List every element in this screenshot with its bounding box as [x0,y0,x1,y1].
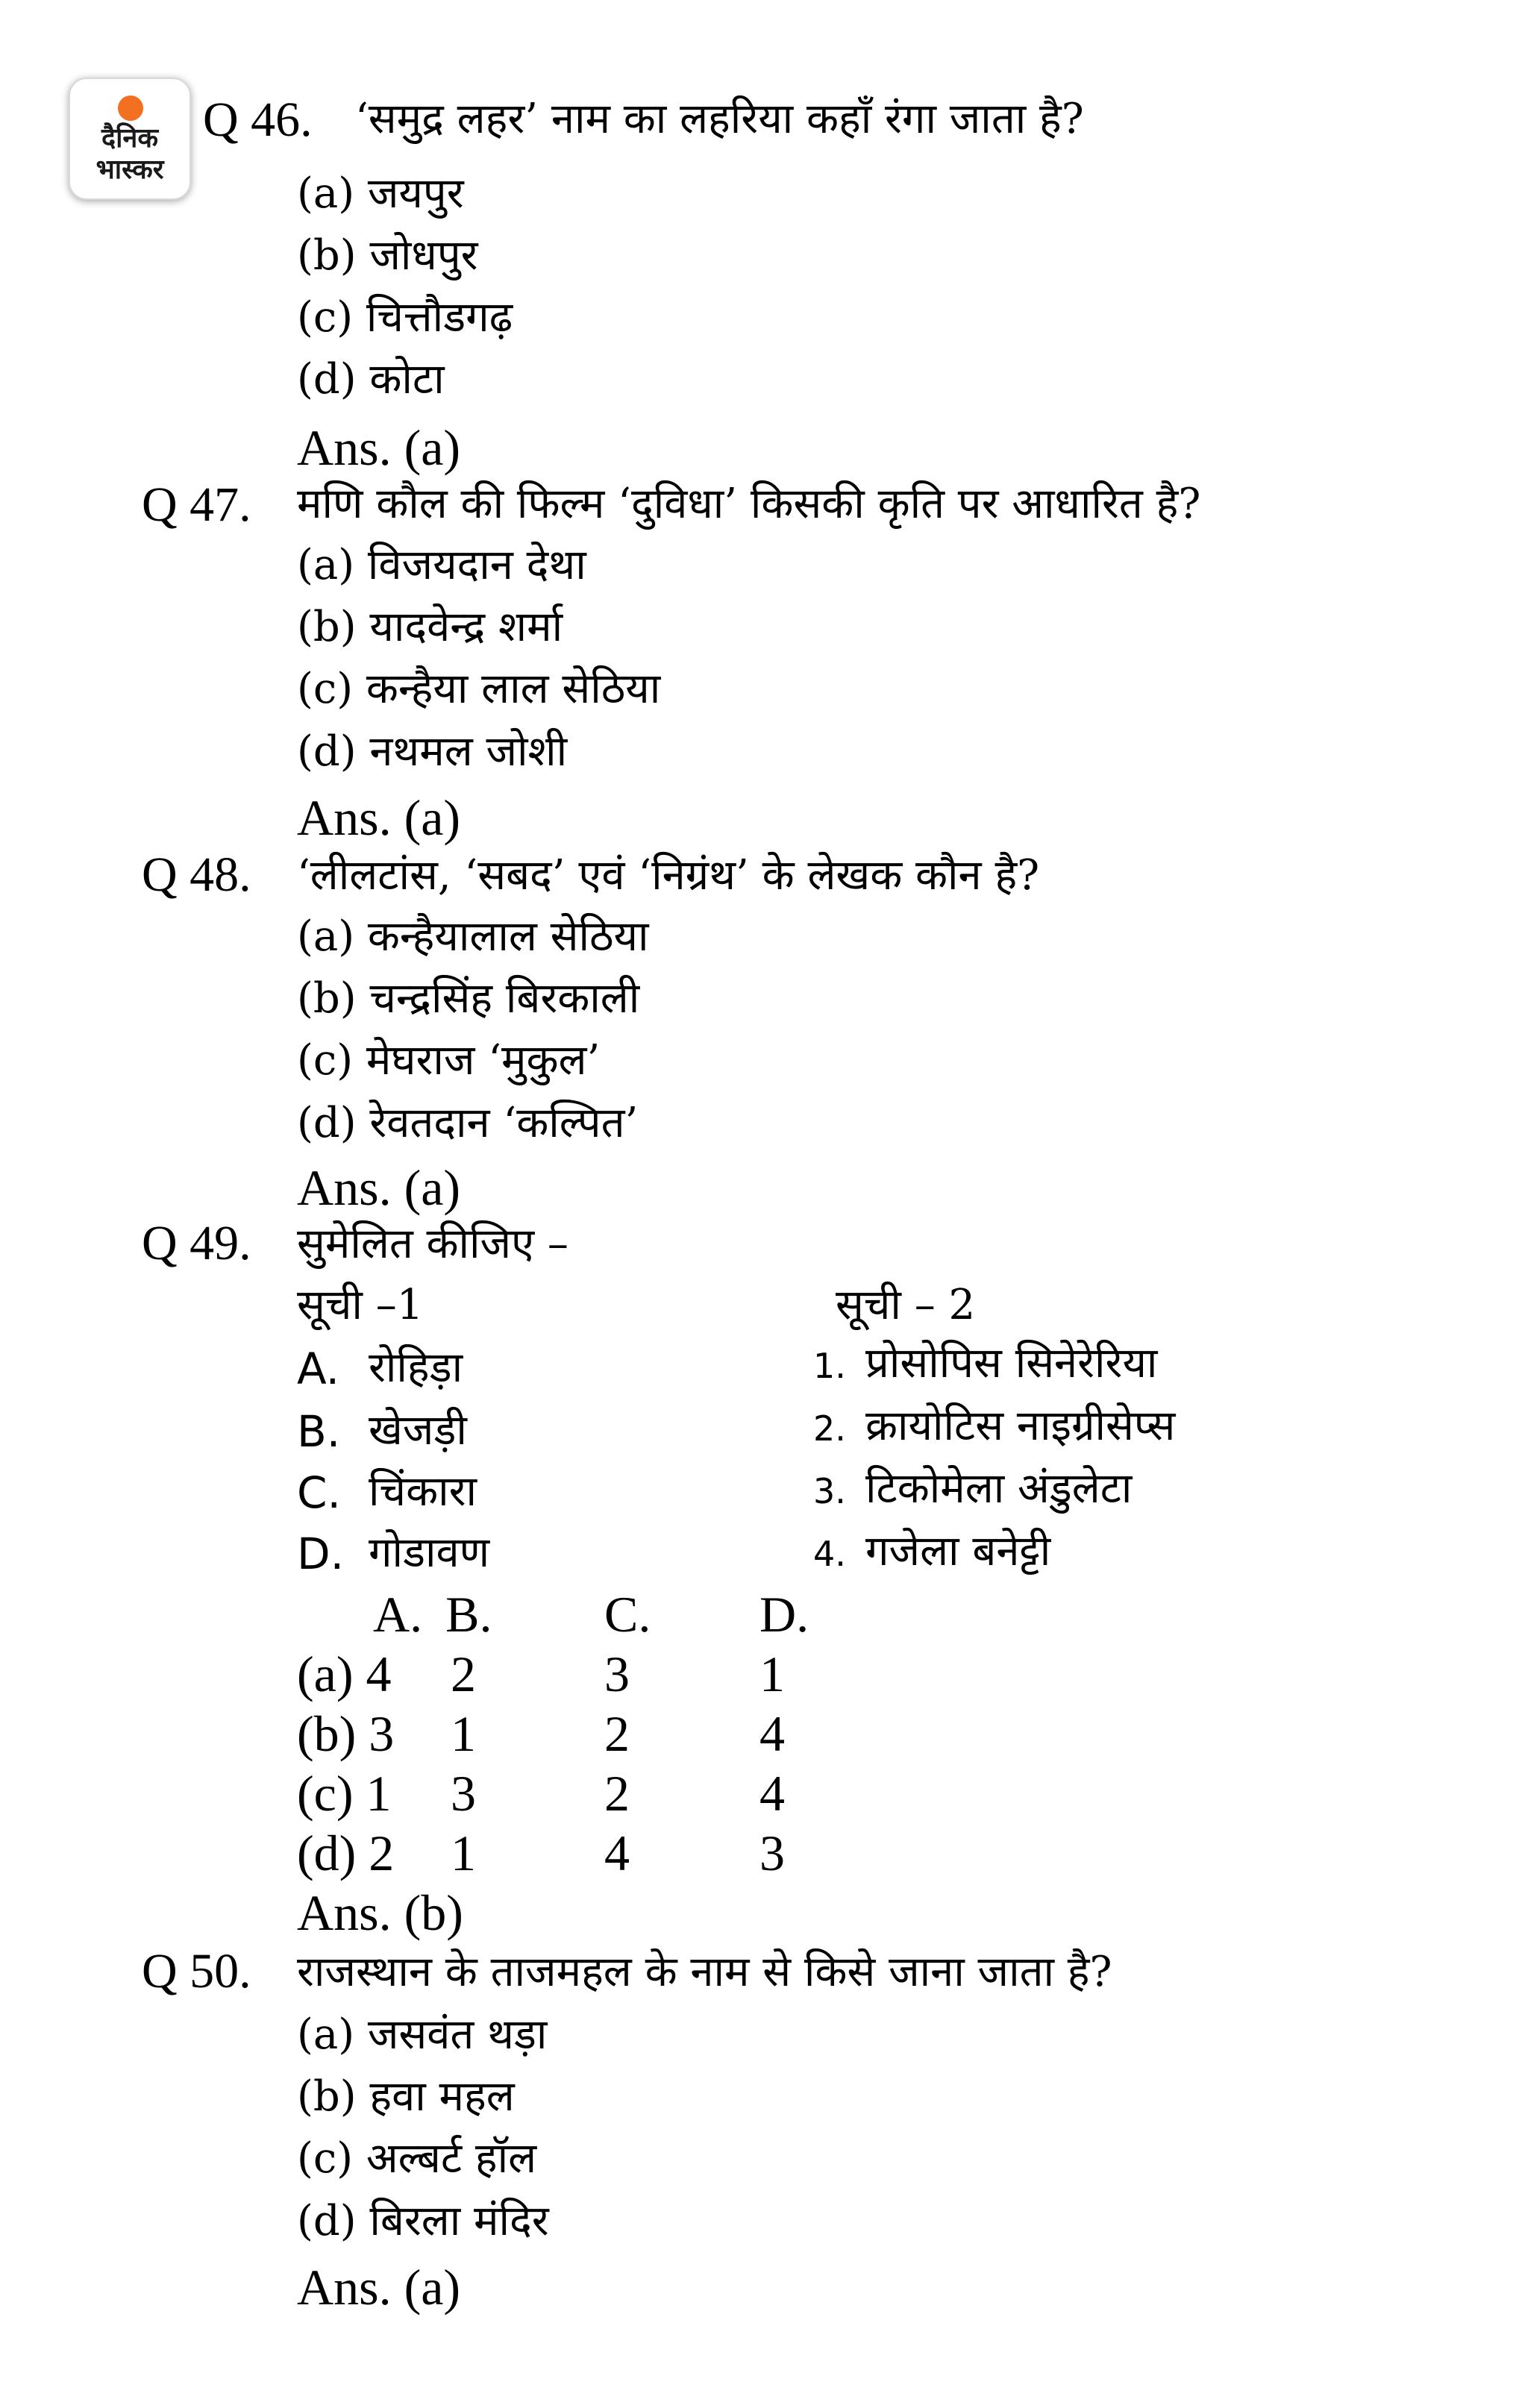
grid-row-d-c: 4 [604,1825,630,1881]
answer-46: Ans. (a) [297,419,461,476]
grid-row-a-label: (a) 4 [297,1646,392,1702]
list2-key-2: 2. [813,1408,846,1449]
list1-key-d: D. [297,1528,345,1579]
list2-key-1: 1. [813,1346,846,1386]
grid-row-a-d: 1 [759,1646,785,1702]
question-text-47: मणि कौल की फिल्म ‘दुविधा’ किसकी कृति पर आधारित है? [297,480,1201,528]
question-number-47: Q 47. [142,477,251,532]
option-47-d: (d) नथमल जोशी [297,727,568,776]
question-text-49: सुमेलित कीजिए – [297,1220,568,1268]
list2-value-4: गजेला बनेट्टी [865,1527,1051,1575]
grid-row-a-c: 3 [604,1646,630,1702]
grid-row-d-b: 1 [451,1825,476,1881]
grid-row-b-b: 1 [451,1705,476,1762]
option-46-b: (b) जोधपुर [297,231,478,280]
question-number-50: Q 50. [142,1944,251,1998]
list1-key-c: C. [297,1467,341,1518]
option-50-a: (a) जसवंत थड़ा [297,2010,548,2059]
list1-value-d: गोडावण [369,1528,490,1577]
option-48-b: (b) चन्द्रसिंह बिरकाली [297,974,640,1023]
option-47-a: (a) विजयदान देथा [297,541,586,589]
grid-row-c-c: 2 [604,1765,630,1822]
list1-value-c: चिंकारा [369,1467,477,1516]
grid-header-ab: A. B. [373,1586,492,1643]
option-50-c: (c) अल्बर्ट हॉल [297,2134,537,2183]
question-text-46: ‘समुद्र लहर’ नाम का लहरिया कहाँ रंगा जाता है? [355,95,1084,143]
option-47-c: (c) कन्हैया लाल सेठिया [297,665,661,713]
question-text-48: ‘लीलटांस, ‘सबद’ एवं ‘निग्रंथ’ के लेखक कौन है? [297,851,1040,900]
answer-49: Ans. (b) [297,1884,463,1941]
question-text-50: राजस्थान के ताजमहल के नाम से किसे जाना जाता है? [297,1948,1112,1996]
logo-text-line1: दैनिक [101,123,159,154]
option-50-b: (b) हवा महल [297,2072,515,2121]
option-46-c: (c) चित्तौडगढ़ [297,293,513,342]
grid-row-b-c: 2 [604,1705,630,1762]
list2-value-3: टिकोमेला अंडुलेटा [865,1464,1133,1513]
option-48-a: (a) कन्हैयालाल सेठिया [297,912,649,961]
list2-key-4: 4. [813,1534,846,1574]
option-46-a: (a) जयपुर [297,169,464,218]
list1-key-b: B. [297,1406,341,1457]
grid-row-d-d: 3 [759,1825,785,1881]
grid-row-a-b: 2 [451,1646,476,1702]
list1-key-a: A. [297,1343,340,1394]
answer-50: Ans. (a) [297,2259,461,2315]
grid-row-c-b: 3 [451,1765,476,1822]
question-number-48: Q 48. [142,847,251,902]
list1-title: सूची –1 [297,1281,424,1329]
logo-text-line2: भास्कर [95,154,164,185]
list2-value-1: प्रोसोपिस सिनेरेरिया [865,1339,1158,1388]
answer-48: Ans. (a) [297,1159,461,1216]
grid-header-d: D. [759,1586,809,1643]
question-number-46: Q 46. [203,93,313,147]
list2-title: सूची – 2 [836,1281,976,1329]
question-number-49: Q 49. [142,1216,251,1270]
answer-47: Ans. (a) [297,789,461,846]
option-48-d: (d) रेवतदान ‘कल्पित’ [297,1099,639,1147]
grid-header-c: C. [604,1586,651,1643]
grid-row-c-label: (c) 1 [297,1765,392,1822]
grid-row-b-label: (b) 3 [297,1705,395,1762]
list2-key-3: 3. [813,1471,846,1511]
option-50-d: (d) बिरला मंदिर [297,2197,549,2245]
grid-row-c-d: 4 [759,1765,785,1822]
option-48-c: (c) मेघराज ‘मुकुल’ [297,1036,601,1085]
grid-row-d-label: (d) 2 [297,1825,395,1881]
list2-value-2: क्रायोटिस नाइग्रीसेप्स [865,1402,1176,1450]
dainik-bhaskar-logo [69,78,191,200]
option-47-b: (b) यादवेन्द्र शर्मा [297,603,563,651]
list1-value-a: रोहिड़ा [369,1343,463,1392]
logo-sun-icon [118,95,143,121]
option-46-d: (d) कोटा [297,355,445,404]
list1-value-b: खेजड़ी [369,1406,467,1455]
grid-row-b-d: 4 [759,1705,785,1762]
